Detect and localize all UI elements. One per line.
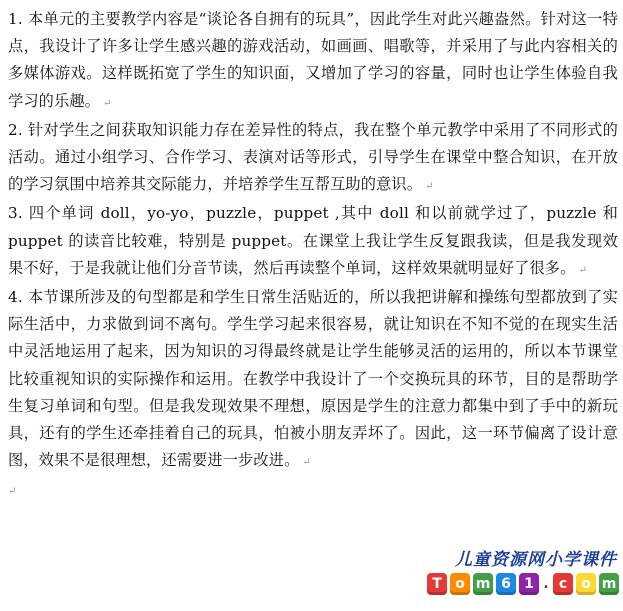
watermark-logo-char: . bbox=[543, 576, 549, 592]
paragraph-text: 3. 四个单词 doll，yo-yo，puzzle，puppet ,其中 doll 和以前就学过了，puzzle 和 puppet 的读音比较难，特别是 puppet。在课堂上我让学生反复跟我读，但是我发现效果不好，于是我就让他们分音节读，然后再读整个单词，这样效果就明显好了很多。 bbox=[8, 204, 618, 277]
paragraph-1 bbox=[8, 6, 618, 117]
watermark-logo bbox=[427, 573, 619, 595]
watermark-logo-char: T bbox=[427, 573, 447, 595]
site-watermark bbox=[429, 545, 619, 609]
watermark-logo-char: 6 bbox=[496, 573, 516, 595]
paragraph-mark-icon: ↵ bbox=[8, 486, 17, 498]
paragraph-2 bbox=[8, 117, 618, 201]
paragraph-text: 2. 针对学生之间获取知识能力存在差异性的特点，我在整个单元教学中采用了不同形式的活动。通过小组学习、合作学习、表演对话等形式，引导学生在课堂中整合知识，在开放的学习氛围中培养其交际能力，并培养学生互帮互助的意识。 bbox=[8, 120, 618, 194]
watermark-logo-char: m bbox=[473, 573, 493, 595]
watermark-logo-char: m bbox=[599, 573, 619, 595]
watermark-logo-char: 1 bbox=[519, 573, 539, 595]
paragraph-mark-icon: ↵ bbox=[425, 181, 434, 193]
watermark-logo-char: o bbox=[576, 573, 596, 595]
watermark-title: 儿童资源网小学课件 bbox=[455, 550, 617, 570]
paragraph-mark-icon: ↵ bbox=[103, 97, 112, 109]
paragraph-3 bbox=[8, 200, 618, 284]
paragraph-text: 1. 本单元的主要教学内容是“谈论各自拥有的玩具”，因此学生对此兴趣盎然。针对这一特点，我设计了许多让学生感兴趣的游戏活动，如画画、唱歌等，并采用了与此内容相关的多媒体游戏。这样既拓宽了学生的知识面，又增加了学习的容量，同时也让学生体验自我学习的乐趣。 bbox=[8, 10, 618, 110]
paragraph-mark-icon: ↵ bbox=[578, 264, 588, 276]
watermark-logo-char: o bbox=[450, 573, 470, 595]
paragraph-mark-icon: ↵ bbox=[302, 457, 311, 469]
empty-paragraph bbox=[8, 476, 618, 503]
paragraph-4 bbox=[8, 284, 618, 476]
document-body bbox=[8, 6, 618, 504]
watermark-logo-char: c bbox=[553, 573, 573, 595]
paragraph-text: 4. 本节课所涉及的句型都是和学生日常生活贴近的，所以我把讲解和操练句型都放到了实际生活中，力求做到词不离句。学生学习起来很容易，就让知识在不知不觉的在现实生活中灵活地运用了起来，因为知识的习得最终就是让学生能够灵活的运用的，所以本节课堂比较重视知识的实际操作和运用。在教学中我设计了一个交换玩具的环节，目的是帮助学生复习单词和句型。但是我发现效果不理想，原因是学生的注意力都集中到了手中的新玩具，还有的学生还牵挂着自己的玩具，怕被小朋友弄坏了。因此，这一环节偏离了设计意图，效果不是很理想，还需要进一步改进。 bbox=[8, 288, 618, 470]
